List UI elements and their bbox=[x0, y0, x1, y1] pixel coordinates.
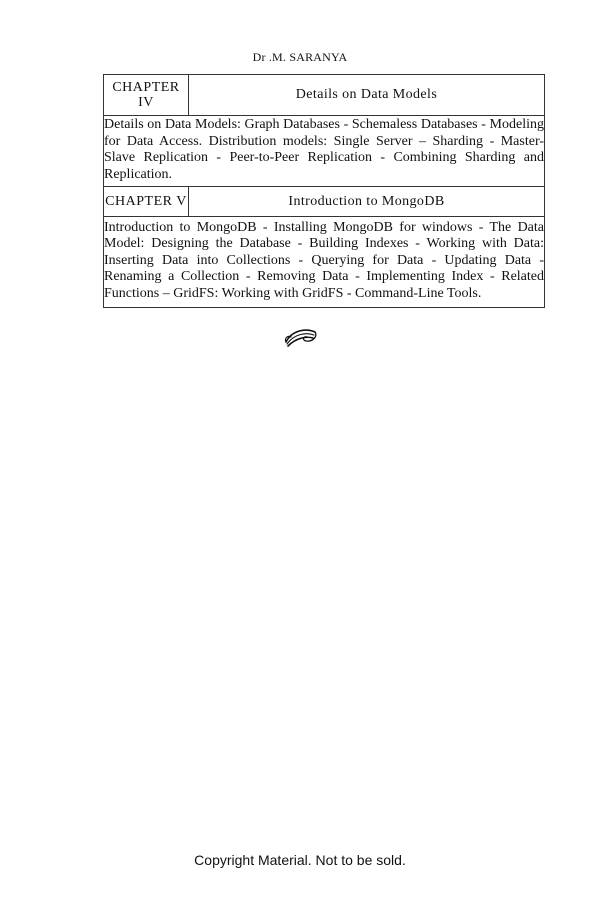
copyright-footer: Copyright Material. Not to be sold. bbox=[194, 852, 406, 868]
chapter-v-label: CHAPTER V bbox=[104, 187, 189, 217]
chapter-v-title: Introduction to MongoDB bbox=[189, 187, 545, 217]
chapter-iv-label: CHAPTER IV bbox=[104, 75, 189, 116]
running-header-author: Dr .M. SARANYA bbox=[252, 50, 348, 64]
chapter-iv-description: Details on Data Models: Graph Databases - Schemaless Databases - Modeling for Data Access. Distribution models: Single Server – Sharding - Master-Slave Replication - Peer-to-Peer Replication - Combining Sharding and Replication. bbox=[104, 116, 545, 187]
chapter-iv-title: Details on Data Models bbox=[189, 75, 545, 116]
flourish-ornament-icon bbox=[284, 326, 318, 348]
chapter-v-description: Introduction to MongoDB - Installing MongoDB for windows - The Data Model: Designing the Database - Building Indexes - Working with Data: Inserting Data into Collections - Querying for Data - Updating Data - Renaming a Collection - Removing Data - Implementing Index - Related Functions – GridFS: Working with GridFS - Command-Line Tools. bbox=[104, 217, 545, 308]
chapter-iv-description-row bbox=[104, 116, 545, 187]
chapter-v-header-row bbox=[104, 187, 545, 217]
syllabus-table bbox=[103, 74, 545, 308]
chapter-v-description-row bbox=[104, 217, 545, 308]
chapter-iv-header-row bbox=[104, 75, 545, 116]
